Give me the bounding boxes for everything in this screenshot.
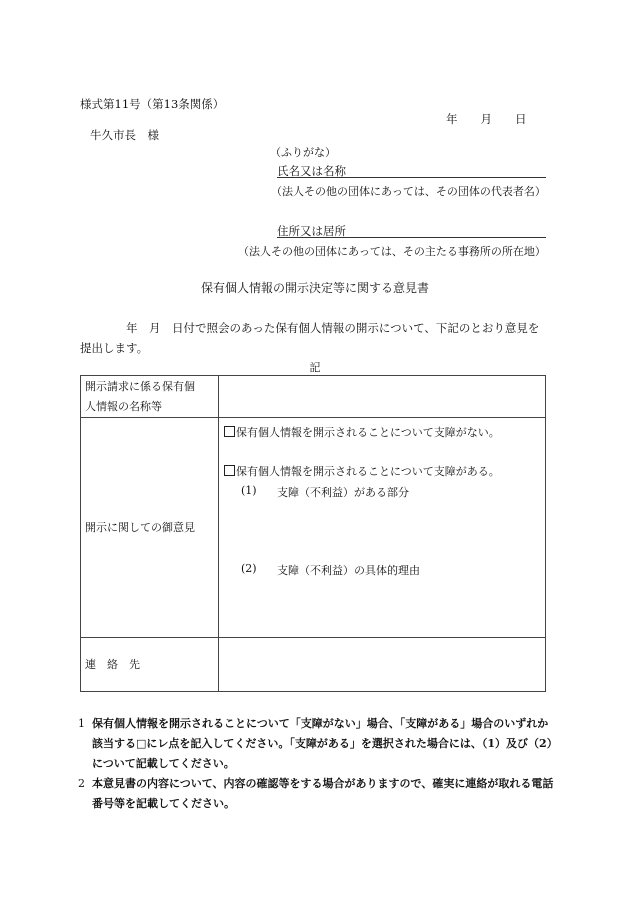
- intro-line-1: 年 月 日付で照会のあった保有個人情報の開示について、下記のとおり意見を: [126, 321, 540, 335]
- sub-item-1-number: (1): [241, 484, 257, 497]
- address-label: 住所又は居所: [277, 224, 346, 238]
- contact-field[interactable]: [219, 638, 546, 692]
- note-1-number: 1: [78, 717, 85, 730]
- option-issue[interactable]: [224, 463, 500, 479]
- intro-line-2: 提出します。: [80, 341, 149, 355]
- document-title: 保有個人情報の開示決定等に関する意見書: [200, 281, 429, 295]
- sub-item-1-text: 支障（不利益）がある部分: [277, 486, 409, 499]
- contact-label: 連 絡 先: [81, 638, 219, 692]
- ki-marker: 記: [309, 361, 321, 374]
- form-number: 様式第11号（第13条関係）: [80, 97, 225, 111]
- info-name-label-line-2: 人情報の名称等: [85, 399, 162, 413]
- name-label: 氏名又は名称: [277, 164, 346, 178]
- furigana-label: （ふりがな）: [270, 146, 336, 159]
- note-2-text: 本意見書の内容について、内容の確認等をする場合がありますので、確実に連絡が取れる電話番号等を記載してください。: [92, 777, 554, 810]
- sub-item-2-number: (2): [241, 562, 257, 575]
- addressee: 牛久市長 様: [90, 128, 159, 142]
- note-1-text: 保有個人情報を開示されることについて「支障がない」場合、「支障がある」場合のいずれか該当する□にレ点を記入してください。「支障がある」を選択された場合には、（1）及び（2）について記載してください。: [92, 717, 558, 770]
- table-row: [81, 376, 546, 418]
- address-field-line[interactable]: [277, 237, 546, 238]
- option-no-issue-text: 保有個人情報を開示されることについて支障がない。: [236, 426, 500, 439]
- option-issue-text: 保有個人情報を開示されることについて支障がある。: [236, 465, 500, 478]
- info-name-label: [81, 376, 219, 418]
- table-row: [81, 638, 546, 692]
- option-no-issue[interactable]: [224, 424, 500, 440]
- info-name-label-line-1: 開示請求に係る保有個: [85, 379, 195, 393]
- address-note: （法人その他の団体にあっては、その主たる事務所の所在地）: [238, 245, 546, 258]
- name-field-line[interactable]: [277, 177, 546, 178]
- checkbox-no-issue[interactable]: [224, 426, 235, 437]
- opinion-field[interactable]: [219, 418, 546, 638]
- sub-item-2-text: 支障（不利益）の具体的理由: [277, 564, 420, 577]
- note-1: [78, 714, 558, 774]
- checkbox-issue[interactable]: [224, 465, 235, 476]
- opinion-label: 開示に関しての御意見: [81, 418, 219, 638]
- info-name-field[interactable]: [219, 376, 546, 418]
- opinion-table: [80, 375, 546, 692]
- name-note: （法人その他の団体にあっては、その団体の代表者名）: [271, 185, 546, 198]
- notes-section: [78, 714, 558, 814]
- note-2-number: 2: [78, 777, 85, 790]
- table-row: [81, 418, 546, 638]
- note-2: [78, 774, 558, 814]
- date-line: 年 月 日: [446, 112, 527, 126]
